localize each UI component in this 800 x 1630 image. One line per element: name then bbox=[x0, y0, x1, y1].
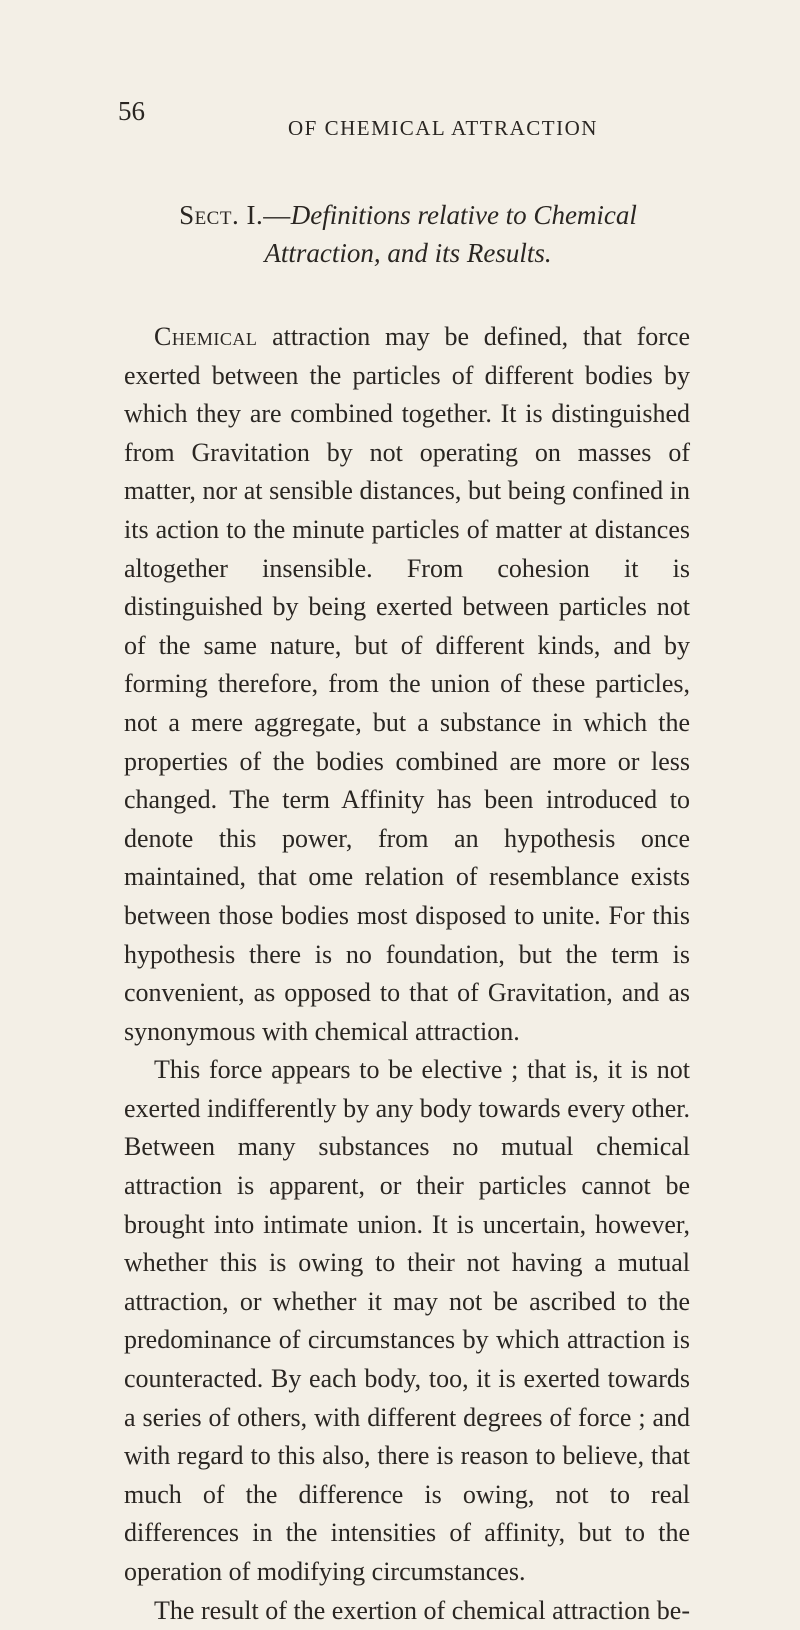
paragraph-elective: This force appears to be elective ; that is, it is not exerted indifferently by any body towards every other. Between many substances no mutual chemical attraction is apparent, or their particles cannot be brought into intimate union. It is uncertain, however, whether this is owing to their not having a mutual attraction, or whether it may not be ascribed to the predominance of circumstances by which attraction is counteracted. By each body, too, it is exerted towards a series of others, with different degrees of force ; and with regard to this also, there is reason to believe, that much of the difference is owing, not to real differences in the intensities of affinity, but to the operation of modifying circumstances. bbox=[124, 1055, 690, 1586]
paragraph-result: The result of the exertion of chemical attraction be- bbox=[154, 1595, 690, 1625]
section-title: Definitions relative to Chemical Attraction, and its Results. bbox=[264, 200, 637, 268]
section-label: Sect. I.— bbox=[179, 200, 291, 230]
page-number: 56 bbox=[118, 96, 145, 126]
section-heading bbox=[128, 196, 688, 272]
body-text bbox=[124, 318, 690, 1630]
running-head bbox=[0, 96, 800, 148]
running-head-title: OF CHEMICAL ATTRACTION bbox=[288, 116, 598, 140]
paragraph-definition bbox=[124, 318, 690, 1051]
lead-word: Chemical bbox=[154, 322, 258, 351]
paragraph-definition-text: attraction may be defined, that force exerted between the particles of different bodies by which they are combined together. It is distinguished from Gravitation by not operating on masses of matter, nor at sensible distances, but being confined in its action to the minute particles of matter at distances altogether insensible. From cohesion it is distinguished by being exerted between particles not of the same nature, but of different kinds, and by forming therefore, from the union of these particles, not a mere aggregate, but a substance in which the properties of the bodies combined are more or less changed. The term Affinity has been introduced to denote this power, from an hypothesis once maintained, that ome relation of resemblance exists between those bodies most disposed to unite. For this hypothesis there is no foundation, but the term is convenient, as opposed to that of Gravitation, and as synonymous with chemical attraction. bbox=[124, 322, 690, 1046]
